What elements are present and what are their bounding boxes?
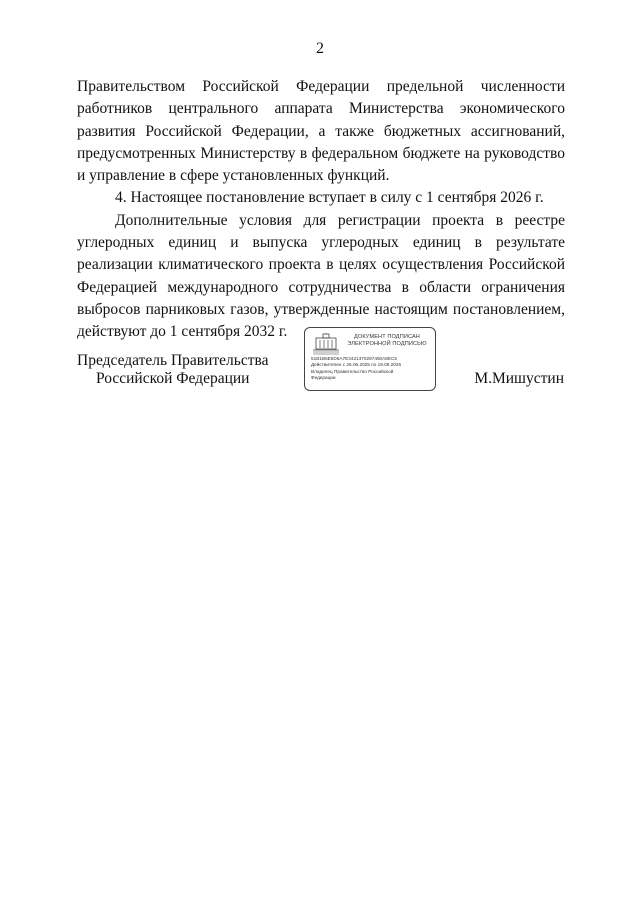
document-body (77, 76, 565, 344)
signatory-position-line2: Российской Федерации (96, 370, 250, 387)
stamp-details (311, 356, 435, 382)
electronic-signature-stamp (304, 327, 436, 391)
stamp-title (341, 334, 433, 348)
stamp-owner-line1: Владелец Правительство Российской (311, 368, 394, 374)
stamp-title-line2: ЭЛЕКТРОННОЙ ПОДПИСЬЮ (347, 341, 427, 347)
stamp-title-line1: ДОКУМЕНТ ПОДПИСАН (354, 334, 420, 340)
paragraph-continuation: Правительством Российской Федерации предельной численности работников центрального аппарата Министерства экономического развития Российской Федерации, а также бюджетных ассигнований, предусмотренных Министерству в федеральном бюджете на руководство и управление в сфере установленных функций. (77, 78, 565, 185)
signatory-name: М.Мишустин (474, 370, 564, 387)
government-building-icon (312, 333, 340, 355)
stamp-certificate: 51B1B6E5D6A7E3421370287450A8EC5 (311, 356, 398, 361)
paragraph-clause-4: 4. Настоящее постановление вступает в силу с 1 сентября 2026 г. (115, 189, 544, 207)
signatory-position (77, 352, 277, 388)
signatory-position-line1: Председатель Правительства (77, 352, 269, 369)
stamp-owner-line2: Федерации (311, 375, 336, 381)
stamp-validity: Действителен с 26.06.2025 по 19.09.2026 (311, 362, 402, 368)
page-number: 2 (316, 40, 324, 57)
paragraph-additional-conditions: Дополнительные условия для регистрации проекта в реестре углеродных единиц и выпуска углеродных единиц в результате реализации климатического проекта в целях осуществления Российской Федерацией международного сотрудничества в области ограничения выбросов парниковых газов, утвержденные настоящим постановлением, действуют до 1 сентября 2032 г. (77, 211, 565, 341)
